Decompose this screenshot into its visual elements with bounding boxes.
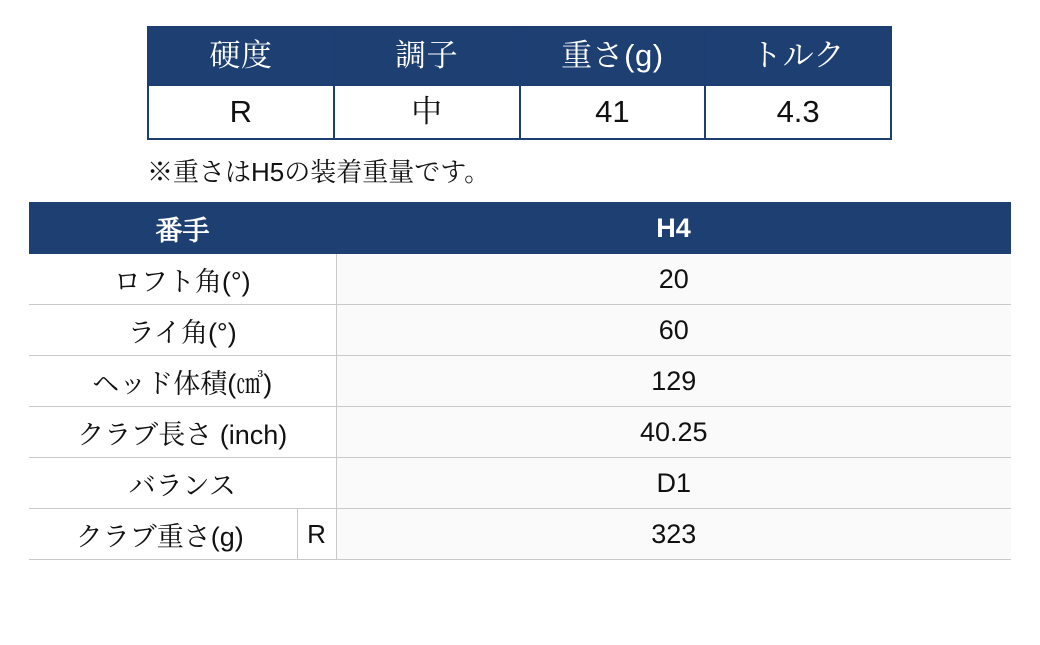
detail-label-club-weight-cell [29, 509, 336, 560]
club-detail-table [29, 202, 1011, 560]
detail-value-loft: 20 [336, 254, 1011, 305]
table-row [29, 458, 1011, 509]
shaft-spec-table [147, 26, 892, 140]
spec-value-weight: 41 [520, 85, 706, 139]
table-row [29, 305, 1011, 356]
table-header-row [148, 27, 891, 85]
detail-label-balance: バランス [29, 458, 336, 509]
detail-value-head-volume: 129 [336, 356, 1011, 407]
table-row [29, 254, 1011, 305]
table-header-row [29, 202, 1011, 254]
spec-header-kick-point: 調子 [334, 27, 520, 85]
detail-label-lie: ライ角(°) [29, 305, 336, 356]
detail-value-club-length: 40.25 [336, 407, 1011, 458]
club-detail-table-wrapper [29, 202, 1011, 560]
spec-value-flex: R [148, 85, 334, 139]
spec-value-torque: 4.3 [705, 85, 891, 139]
detail-header-number: 番手 [29, 202, 336, 254]
table-row [29, 509, 1011, 560]
club-weight-label-split [29, 509, 336, 559]
spec-header-weight: 重さ(g) [520, 27, 706, 85]
detail-label-head-volume: ヘッド体積(㎤) [29, 356, 336, 407]
table-row [29, 356, 1011, 407]
weight-note: ※重さはH5の装着重量です。 [147, 157, 491, 187]
detail-label-club-weight: クラブ重さ(g) [75, 521, 244, 552]
detail-label-club-weight-flex: R [297, 509, 336, 559]
detail-value-lie: 60 [336, 305, 1011, 356]
detail-value-club-weight: 323 [336, 509, 1011, 560]
detail-label-club-length: クラブ長さ (inch) [29, 407, 336, 458]
shaft-spec-table-wrapper [147, 26, 892, 140]
detail-header-model: H4 [336, 202, 1011, 254]
detail-value-balance: D1 [336, 458, 1011, 509]
spec-header-flex: 硬度 [148, 27, 334, 85]
table-row [29, 407, 1011, 458]
table-row [148, 85, 891, 139]
spec-value-kick-point: 中 [334, 85, 520, 139]
detail-label-loft: ロフト角(°) [29, 254, 336, 305]
spec-header-torque: トルク [705, 27, 891, 85]
